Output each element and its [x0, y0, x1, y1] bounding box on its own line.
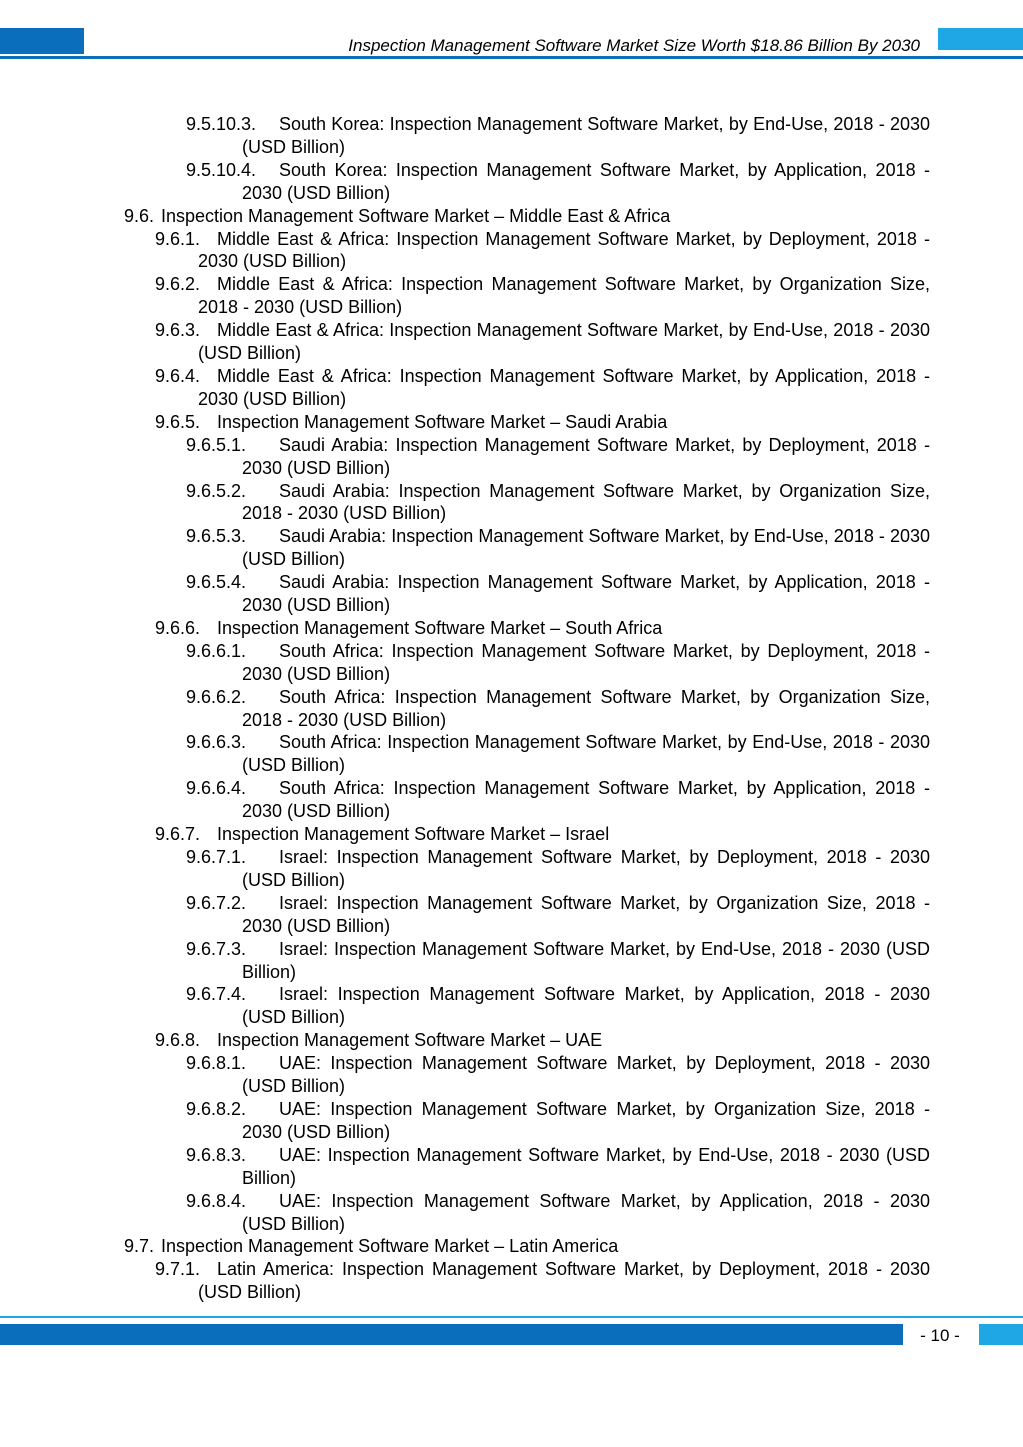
running-header-title: Inspection Management Software Market Size Worth $18.86 Billion By 2030 — [348, 36, 920, 55]
toc-entry — [0, 731, 1023, 777]
header-accent-block-left — [0, 28, 84, 54]
toc-entry — [0, 411, 1023, 434]
toc-entry-number: 9.6.8. — [155, 1030, 201, 1051]
toc-entry-title: UAE: Inspection Management Software Market, by End-Use, 2018 - 2030 (USD Billion) — [242, 1144, 930, 1188]
toc-entry-number: 9.6.8.2. — [186, 1098, 247, 1119]
toc-entry-number: 9.6.7.2. — [186, 892, 247, 913]
toc-entry — [0, 1258, 1023, 1304]
toc-entry-number: 9.6. — [124, 205, 155, 226]
toc-entry-title: South Korea: Inspection Management Software Market, by Application, 2018 - 2030 (USD Billion) — [242, 159, 930, 203]
toc-entry-number: 9.6.7. — [155, 824, 201, 845]
toc-entry — [0, 1052, 1023, 1098]
toc-entry-number: 9.6.3. — [155, 320, 201, 341]
toc-entry-title: Middle East & Africa: Inspection Management Software Market, by Organization Size, 2018 - 2030 (USD Billion) — [198, 274, 930, 318]
toc-entry — [0, 823, 1023, 846]
toc-entry-number: 9.7.1. — [155, 1259, 201, 1280]
toc-entry — [0, 1098, 1023, 1144]
toc-entry-number: 9.6.4. — [155, 365, 201, 386]
toc-entry-title: Inspection Management Software Market – South Africa — [217, 617, 663, 638]
header-rule — [0, 56, 1023, 59]
toc-entry-number: 9.6.5.4. — [186, 572, 247, 593]
toc-entry — [0, 983, 1023, 1029]
header-accent-block-right — [938, 28, 1023, 50]
footer-accent-block-right — [979, 1324, 1023, 1345]
toc-entry-title: UAE: Inspection Management Software Market, by Application, 2018 - 2030 (USD Billion) — [242, 1190, 930, 1234]
toc-entry-number: 9.6.8.3. — [186, 1144, 247, 1165]
toc-entry-number: 9.6.5.2. — [186, 480, 247, 501]
toc-entry-title: UAE: Inspection Management Software Market, by Organization Size, 2018 - 2030 (USD Billion) — [242, 1098, 930, 1142]
toc-entry-title: Middle East & Africa: Inspection Management Software Market, by Deployment, 2018 - 2030 (USD Billion) — [198, 228, 930, 272]
toc-entry-number: 9.6.6.4. — [186, 778, 247, 799]
toc-entry-number: 9.6.7.3. — [186, 938, 247, 959]
toc-entry — [0, 273, 1023, 319]
toc-entry — [0, 319, 1023, 365]
toc-entry-number: 9.6.7.4. — [186, 984, 247, 1005]
toc-entry-title: South Korea: Inspection Management Software Market, by End-Use, 2018 - 2030 (USD Billion) — [242, 114, 930, 157]
toc-entry — [0, 617, 1023, 640]
toc-entry — [0, 205, 1023, 228]
toc-entry — [0, 365, 1023, 411]
footer-rule — [0, 1316, 1023, 1318]
toc-entry-title: South Africa: Inspection Management Software Market, by End-Use, 2018 - 2030 (USD Billion) — [242, 732, 930, 776]
toc-entry — [0, 1029, 1023, 1052]
toc-entry-title: South Africa: Inspection Management Software Market, by Organization Size, 2018 - 2030 (USD Billion) — [242, 686, 930, 730]
table-of-contents — [0, 113, 1023, 1304]
toc-entry — [0, 1235, 1023, 1258]
toc-entry — [0, 846, 1023, 892]
toc-entry-number: 9.6.6.1. — [186, 640, 247, 661]
toc-entry-title: Inspection Management Software Market – Latin America — [161, 1236, 619, 1257]
toc-entry-title: Inspection Management Software Market – Israel — [217, 824, 610, 845]
toc-entry — [0, 1144, 1023, 1190]
toc-entry-title: Israel: Inspection Management Software Market, by Application, 2018 - 2030 (USD Billion) — [242, 984, 930, 1028]
toc-entry-number: 9.6.6.2. — [186, 686, 247, 707]
toc-entry-title: Israel: Inspection Management Software Market, by End-Use, 2018 - 2030 (USD Billion) — [242, 938, 930, 982]
toc-entry-title: Israel: Inspection Management Software Market, by Organization Size, 2018 - 2030 (USD Billion) — [242, 892, 930, 936]
toc-entry-number: 9.6.8.4. — [186, 1190, 247, 1211]
toc-entry — [0, 938, 1023, 984]
toc-entry-number: 9.5.10.3. — [186, 114, 257, 134]
toc-entry-title: Middle East & Africa: Inspection Management Software Market, by Application, 2018 - 2030 (USD Billion) — [198, 365, 930, 409]
toc-entry-title: Saudi Arabia: Inspection Management Software Market, by End-Use, 2018 - 2030 (USD Billion) — [242, 526, 930, 570]
toc-entry-number: 9.6.5.1. — [186, 434, 247, 455]
toc-entry-title: Inspection Management Software Market – Saudi Arabia — [217, 411, 668, 432]
toc-entry — [0, 159, 1023, 205]
toc-entry-title: Israel: Inspection Management Software Market, by Deployment, 2018 - 2030 (USD Billion) — [242, 847, 930, 890]
toc-entry — [0, 777, 1023, 823]
toc-entry-title: Inspection Management Software Market – UAE — [217, 1030, 603, 1051]
toc-entry-number: 9.6.8.1. — [186, 1053, 247, 1074]
toc-entry-title: Inspection Management Software Market – Middle East & Africa — [161, 205, 671, 226]
toc-entry-number: 9.6.6. — [155, 617, 201, 638]
toc-entry-number: 9.6.5.3. — [186, 526, 247, 547]
toc-entry — [0, 1190, 1023, 1236]
toc-entry-title: Saudi Arabia: Inspection Management Software Market, by Application, 2018 - 2030 (USD Billion) — [242, 572, 930, 616]
toc-entry — [0, 892, 1023, 938]
toc-entry — [0, 434, 1023, 480]
page-number: - 10 - — [920, 1326, 960, 1345]
toc-entry-number: 9.6.2. — [155, 274, 201, 295]
toc-entry-title: South Africa: Inspection Management Software Market, by Deployment, 2018 - 2030 (USD Billion) — [242, 640, 930, 684]
toc-entry-title: Middle East & Africa: Inspection Management Software Market, by End-Use, 2018 - 2030 (USD Billion) — [198, 320, 930, 364]
toc-entry — [0, 640, 1023, 686]
footer-accent-bar — [0, 1324, 903, 1345]
toc-entry-title: Saudi Arabia: Inspection Management Software Market, by Deployment, 2018 - 2030 (USD Billion) — [242, 434, 930, 478]
toc-entry — [0, 228, 1023, 274]
toc-entry-number: 9.6.5. — [155, 411, 201, 432]
toc-entry — [0, 525, 1023, 571]
toc-entry-title: Latin America: Inspection Management Software Market, by Deployment, 2018 - 2030 (USD Billion) — [198, 1259, 930, 1303]
toc-entry-number: 9.5.10.4. — [186, 159, 257, 180]
toc-entry-title: UAE: Inspection Management Software Market, by Deployment, 2018 - 2030 (USD Billion) — [242, 1053, 930, 1097]
toc-entry-number: 9.7. — [124, 1236, 155, 1257]
toc-entry — [0, 686, 1023, 732]
toc-entry-title: Saudi Arabia: Inspection Management Software Market, by Organization Size, 2018 - 2030 (USD Billion) — [242, 480, 930, 524]
toc-entry — [0, 113, 1023, 159]
toc-entry-number: 9.6.7.1. — [186, 847, 247, 867]
toc-entry-number: 9.6.6.3. — [186, 732, 247, 753]
toc-entry — [0, 571, 1023, 617]
toc-entry-title: South Africa: Inspection Management Software Market, by Application, 2018 - 2030 (USD Billion) — [242, 778, 930, 822]
toc-entry — [0, 480, 1023, 526]
toc-entry-number: 9.6.1. — [155, 228, 201, 249]
